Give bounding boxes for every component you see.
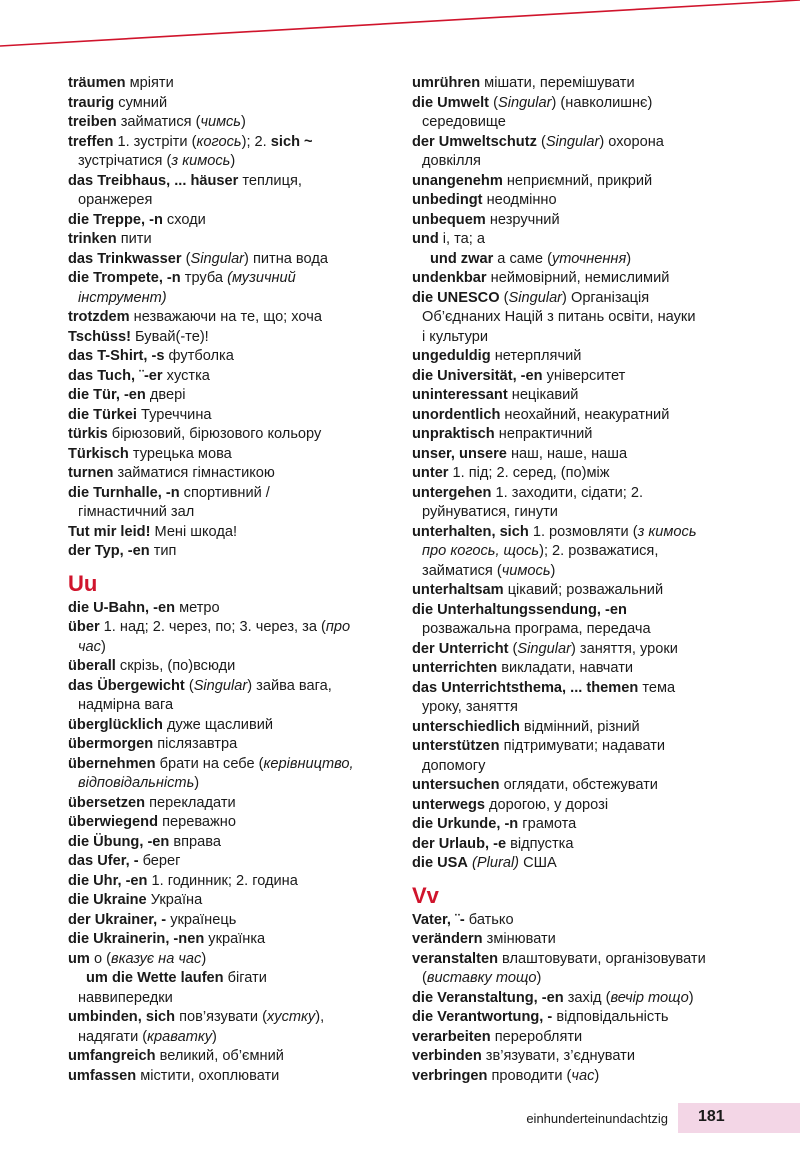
dict-entry [412, 640, 790, 660]
entry-translation: мріяти [125, 75, 174, 91]
entry-translation: брати на себе ( [155, 755, 264, 772]
dict-entry [412, 950, 790, 970]
entry-translation: викладати, навчати [497, 660, 634, 676]
entry-translation: Україна [146, 892, 203, 908]
entry-translation: неохайний, неакуратний [500, 406, 670, 423]
entry-headword: Tut mir leid! [68, 523, 151, 540]
entry-translation: оглядати, обстежувати [499, 777, 658, 793]
entry-translation: займатися гімнастикою [113, 465, 275, 481]
dict-entry [412, 94, 790, 114]
entry-headword: treiben [68, 114, 117, 130]
dict-entry-continuation: відповідальність) [78, 775, 200, 791]
entry-translation: захід ( [563, 989, 611, 1006]
entry-headword: die Urkunde, -n [412, 816, 519, 832]
entry-headword: das Treibhaus, ... häuser [68, 172, 239, 189]
entry-headword: verbringen [412, 1067, 488, 1084]
dict-entry [412, 230, 790, 250]
dict-entry [68, 599, 386, 619]
dict-entry [68, 211, 386, 231]
entry-translation: ) [688, 989, 694, 1006]
entry-headword: der Unterricht [412, 640, 509, 657]
entry-translation: пити [116, 231, 152, 247]
dict-entry [68, 872, 386, 892]
dict-entry [68, 269, 386, 289]
entry-headword: turnen [68, 465, 114, 481]
entry-headword: unterhaltsam [412, 582, 504, 598]
entry-headword: der Ukrainer, - [68, 911, 167, 928]
entry-headword: der Umweltschutz [412, 133, 537, 150]
entry-headword: umbinden, sich [68, 1009, 176, 1025]
entry-headword: verarbeiten [412, 1028, 491, 1045]
entry-translation: спортивний / [179, 484, 270, 501]
entry-translation: мішати, перемішувати [480, 75, 635, 91]
top-rule [0, 0, 800, 60]
entry-translation: скрізь, (по)всюди [115, 658, 236, 674]
entry-headword: überwiegend [68, 814, 159, 830]
entry-translation: великий, об’ємний [155, 1048, 284, 1064]
dict-entry-continuation: зустрічатися (з кимось) [78, 153, 236, 169]
entry-note: когось [196, 133, 242, 150]
dict-entry [68, 250, 386, 270]
dict-entry [412, 211, 790, 231]
entry-headword: ungeduldig [412, 348, 491, 364]
dict-entry [412, 484, 790, 504]
entry-translation: ) [240, 114, 246, 130]
entry-translation: хустка [162, 367, 210, 384]
dict-entry [68, 523, 386, 543]
entry-translation: відпустка [506, 835, 574, 852]
entry-headword: das Trinkwasser [68, 250, 182, 267]
dict-entry [68, 445, 386, 465]
entry-translation: 1. годинник; 2. година [147, 872, 298, 889]
entry-headword: treffen [68, 133, 114, 150]
dict-entry [68, 230, 386, 250]
dict-entry [68, 677, 386, 697]
section-heading-v: Vv [412, 882, 439, 908]
entry-translation: ) зайва вага, [247, 677, 332, 694]
entry-headword: unterstützen [412, 738, 500, 754]
entry-headword: umrühren [412, 75, 481, 91]
dict-entry [68, 367, 386, 387]
section-heading-u: Uu [68, 570, 98, 596]
entry-note: (Plural) [472, 855, 520, 871]
entry-translation: теплиця, [238, 172, 302, 189]
entry-translation: футболка [164, 348, 234, 364]
entry-translation: нецікавий [507, 387, 579, 403]
dict-entry [68, 950, 386, 970]
entry-translation: сумний [114, 94, 168, 111]
dict-entry [412, 133, 790, 153]
entry-headword: untergehen [412, 484, 492, 501]
dict-entry [68, 484, 386, 504]
dict-entry-continuation: Об’єднаних Націй з питань освіти, науки [422, 309, 696, 325]
entry-translation: ) питна вода [244, 250, 328, 267]
entry-headword: uninteressant [412, 387, 508, 403]
entry-headword: der Typ, -en [68, 543, 150, 559]
dict-entry-continuation: про когось, щось); 2. розважатися, [422, 543, 659, 559]
entry-headword: die Tür, -en [68, 387, 146, 403]
entry-translation: Бувай(-те)! [131, 328, 209, 345]
dict-entry [68, 794, 386, 814]
dict-entry [412, 1008, 790, 1028]
dict-entry [412, 269, 790, 289]
entry-note: вечір тощо [610, 989, 689, 1006]
dict-entry-continuation: руйнуватися, гинути [422, 504, 558, 520]
dict-entry [68, 328, 386, 348]
dict-entry [68, 308, 386, 328]
dict-entry [68, 425, 386, 445]
entry-headword: sich ~ [270, 133, 313, 150]
entry-headword: trinken [68, 231, 117, 247]
dict-entry [412, 854, 790, 874]
dict-entry-continuation: надмірна вага [78, 697, 174, 713]
entry-headword: die Turnhalle, -n [68, 484, 180, 501]
entry-translation: Туреччина [136, 406, 212, 423]
entry-headword: die Ukrainerin, -nen [68, 931, 205, 947]
entry-translation: непрактичний [494, 426, 593, 442]
entry-headword: die Unterhaltungssendung, -en [412, 601, 627, 618]
dict-entry-continuation: гімнастичний зал [78, 504, 195, 520]
dict-entry [412, 289, 790, 309]
entry-translation: 1. над; 2. через, по; 3. через, за ( [99, 619, 326, 635]
dict-entry-continuation: (виставку тощо) [422, 970, 542, 986]
dict-entry [412, 989, 790, 1009]
dict-entry [68, 618, 386, 638]
entry-translation: відповідальність [552, 1009, 669, 1025]
entry-headword: unbedingt [412, 192, 483, 208]
dict-entry [68, 347, 386, 367]
entry-note: Singular [545, 133, 600, 150]
dict-entry [412, 776, 790, 796]
entry-translation: батько [464, 911, 514, 928]
entry-headword: die Universität, -en [412, 367, 543, 384]
entry-headword: unpraktisch [412, 426, 495, 442]
entry-headword: unordentlich [412, 406, 501, 423]
entry-headword: der Urlaub, -e [412, 835, 507, 852]
entry-headword: unangenehm [412, 172, 503, 189]
entry-translation: підтримувати; надавати [499, 738, 666, 754]
entry-headword: über [68, 619, 100, 635]
entry-headword: unterrichten [412, 660, 498, 676]
entry-translation: і, та; а [438, 231, 486, 247]
entry-headword: die Umwelt [412, 94, 490, 111]
dict-entry-continuation: допомогу [422, 757, 486, 774]
entry-translation: грамота [518, 816, 577, 832]
entry-headword: die U-Bahn, -en [68, 599, 176, 616]
entry-translation: ( [536, 133, 546, 150]
entry-headword: die Türkei [68, 406, 137, 423]
entry-translation: ) (навколишнє) [551, 94, 653, 111]
entry-note: про [325, 619, 351, 635]
dict-entry [68, 813, 386, 833]
entry-headword: das T-Shirt, -s [68, 348, 165, 364]
page-footer [0, 1103, 800, 1133]
entry-note: чимсь [200, 114, 241, 130]
entry-translation: перекладати [145, 794, 236, 811]
entry-translation: переробляти [490, 1028, 583, 1045]
dict-entry [412, 74, 790, 94]
entry-note: керівництво, [263, 755, 354, 772]
entry-headword: verändern [412, 931, 483, 947]
entry-headword: trotzdem [68, 309, 130, 325]
dict-entry [68, 133, 386, 153]
dict-entry-continuation: розважальна програма, передача [422, 621, 651, 637]
dict-entry [68, 930, 386, 950]
dict-entry-continuation: уроку, заняття [422, 699, 518, 715]
entry-translation: післязавтра [153, 736, 238, 752]
dict-entry [412, 1047, 790, 1067]
dict-entry-continuation: і культури [422, 328, 489, 345]
entry-translation: неймовірний, немислимий [486, 270, 670, 286]
entry-note: вказує на час [110, 950, 202, 967]
entry-translation: ( [508, 640, 518, 657]
dict-entry [412, 796, 790, 816]
entry-headword: undenkbar [412, 270, 487, 286]
dict-entry [68, 735, 386, 755]
entry-translation: 1. зустріти ( [113, 133, 197, 150]
entry-translation: 1. під; 2. серед, (по)між [448, 465, 610, 481]
entry-headword: Vater, ¨- [412, 911, 465, 928]
entry-translation: тема [638, 679, 676, 696]
entry-headword: veranstalten [412, 950, 498, 967]
entry-translation: турецька мова [128, 445, 232, 462]
entry-headword: überall [68, 658, 116, 674]
entry-translation: ( [489, 94, 498, 111]
right-column [412, 74, 790, 1086]
dict-entry-continuation: надягати (краватку) [78, 1028, 217, 1045]
entry-translation: 1. заходити, сідати; 2. [491, 484, 644, 501]
entry-headword: übersetzen [68, 794, 146, 811]
entry-headword: die USA [412, 855, 468, 871]
entry-translation: дуже щасливий [162, 716, 273, 733]
entry-translation: неодмінно [482, 192, 557, 208]
entry-note: час [571, 1067, 595, 1084]
entry-translation: займатися ( [116, 114, 201, 130]
entry-translation: ) Організація [562, 289, 650, 306]
entry-note: з кимось [637, 523, 697, 540]
entry-note: Singular [497, 94, 552, 111]
entry-translation: неприємний, прикрий [502, 172, 653, 189]
entry-translation: берег [138, 853, 181, 869]
entry-translation: бірюзовий, бірюзового кольору [107, 426, 322, 442]
dict-entry [412, 737, 790, 757]
entry-headword: unterwegs [412, 796, 485, 813]
entry-translation: незважаючи на те, що; хоча [129, 309, 322, 325]
entry-headword: die Uhr, -en [68, 872, 148, 889]
entry-translation: ); 2. [241, 133, 271, 150]
entry-translation: дорогою, у дорозі [484, 796, 609, 813]
entry-headword: träumen [68, 75, 126, 91]
dict-entry [412, 659, 790, 679]
entry-headword: unter [412, 465, 449, 481]
entry-headword: türkis [68, 426, 108, 442]
entry-translation: наш, наше, наша [506, 445, 628, 462]
dict-entry [68, 464, 386, 484]
dict-entry [412, 1067, 790, 1087]
dict-entry [68, 657, 386, 677]
entry-headword: die Verantwortung, - [412, 1009, 553, 1025]
entry-headword: um [68, 950, 90, 967]
dict-entry [412, 601, 790, 621]
dict-entry [412, 445, 790, 465]
dict-entry [68, 852, 386, 872]
entry-headword: Tschüss! [68, 328, 131, 345]
dict-entry [412, 406, 790, 426]
entry-translation: пов’язувати ( [175, 1009, 267, 1025]
entry-translation: цікавий; розважальний [503, 582, 664, 598]
entry-translation: вправа [169, 833, 221, 850]
dict-entry [68, 911, 386, 931]
entry-translation: проводити ( [487, 1067, 572, 1084]
entry-headword: umfangreich [68, 1048, 156, 1064]
entry-translation: українець [166, 911, 237, 928]
dict-subentry: und zwar а саме (уточнення) [430, 250, 632, 267]
dict-entry-continuation: займатися (чимось) [422, 562, 556, 579]
entry-headword: das Tuch, ¨-er [68, 367, 163, 384]
entry-translation: ) заняття, уроки [570, 640, 678, 657]
entry-translation: 1. розмовляти ( [528, 523, 638, 540]
entry-note: Singular [190, 250, 245, 267]
entry-translation: труба [180, 270, 228, 286]
entry-translation: ) [594, 1067, 600, 1084]
entry-translation: змінювати [482, 931, 556, 947]
dict-entry [68, 542, 386, 562]
dict-entry [412, 347, 790, 367]
dict-entry-continuation: наввипередки [78, 989, 173, 1006]
dict-entry [412, 911, 790, 931]
entry-translation: Мені шкода! [150, 523, 238, 540]
entry-translation: тип [149, 543, 177, 559]
entry-note: Singular [193, 677, 248, 694]
entry-headword: die Ukraine [68, 892, 147, 908]
dict-entry [412, 835, 790, 855]
dict-entry [412, 815, 790, 835]
dict-entry [412, 386, 790, 406]
entry-headword: die Veranstaltung, -en [412, 989, 564, 1006]
entry-headword: die UNESCO [412, 289, 500, 306]
page-number-box [678, 1103, 800, 1133]
entry-note: Singular [508, 289, 563, 306]
left-column [68, 74, 386, 1086]
entry-headword: die Trompete, -n [68, 270, 181, 286]
entry-headword: umfassen [68, 1067, 137, 1084]
dict-entry [68, 172, 386, 192]
dict-entry [412, 172, 790, 192]
page-number: 181 [698, 1108, 725, 1125]
dict-entry [68, 891, 386, 911]
entry-note: хустку [266, 1009, 316, 1025]
dict-entry [412, 523, 790, 543]
dict-entry-continuation: середовище [422, 114, 506, 130]
entry-headword: unser, unsere [412, 445, 507, 462]
entry-translation: ( [184, 677, 194, 694]
entry-translation: сходи [162, 211, 206, 228]
dict-entry [68, 386, 386, 406]
entry-headword: unterhalten, sich [412, 523, 529, 540]
entry-translation: ) охорона [599, 133, 664, 150]
entry-translation: США [519, 855, 557, 871]
entry-headword: das Ufer, - [68, 853, 139, 869]
dict-entry [68, 833, 386, 853]
dict-entry [412, 718, 790, 738]
entry-note: (музичний [227, 270, 296, 286]
dict-entry-continuation: інструмент) [78, 289, 167, 306]
dict-entry [68, 94, 386, 114]
entry-translation: ), [315, 1009, 325, 1025]
entry-translation: переважно [158, 814, 236, 830]
dict-entry-continuation: час) [78, 638, 106, 655]
dict-entry [412, 367, 790, 387]
dict-entry [68, 755, 386, 775]
entry-headword: die Treppe, -n [68, 211, 163, 228]
dict-entry [68, 716, 386, 736]
entry-translation: українка [204, 931, 266, 947]
dict-entry [68, 1067, 386, 1087]
entry-headword: verbinden [412, 1048, 482, 1064]
entry-headword: das Unterrichtsthema, ... themen [412, 679, 639, 696]
entry-translation: зв’язувати, з’єднувати [481, 1048, 636, 1064]
entry-translation: двері [145, 387, 186, 403]
dict-entry [412, 930, 790, 950]
entry-translation: відмінний, різний [519, 718, 640, 735]
entry-translation: о ( [89, 950, 111, 967]
entry-translation: ) [201, 950, 207, 967]
dict-entry-continuation: оранжерея [78, 192, 153, 208]
dict-subentry: um die Wette laufen бігати [86, 970, 267, 986]
page-number-words: einhunderteinundachtzig [526, 1111, 668, 1126]
entry-translation: незручний [485, 211, 560, 228]
dict-entry [412, 679, 790, 699]
dict-entry [412, 464, 790, 484]
entry-translation: ( [181, 250, 191, 267]
entry-headword: übernehmen [68, 755, 156, 772]
dict-entry [68, 1047, 386, 1067]
dict-entry [412, 425, 790, 445]
entry-translation: метро [175, 599, 220, 616]
entry-note: Singular [517, 640, 571, 657]
dict-entry [68, 74, 386, 94]
dict-entry [68, 406, 386, 426]
entry-headword: untersuchen [412, 777, 500, 793]
entry-translation: університет [542, 367, 626, 384]
dict-entry [68, 113, 386, 133]
dict-entry [68, 1008, 386, 1028]
entry-translation: ( [499, 289, 509, 306]
entry-translation: влаштовувати, організовувати [497, 950, 706, 967]
entry-headword: unbequem [412, 211, 486, 228]
entry-headword: Türkisch [68, 445, 129, 462]
dict-entry [412, 1028, 790, 1048]
entry-headword: überglücklich [68, 716, 163, 733]
dict-entry [412, 581, 790, 601]
entry-headword: traurig [68, 94, 115, 111]
dict-entry-continuation: довкілля [422, 153, 481, 169]
entry-headword: unterschiedlich [412, 718, 520, 735]
entry-headword: die Übung, -en [68, 833, 170, 850]
entry-translation: нетерплячий [490, 348, 582, 364]
entry-translation: містити, охоплювати [136, 1067, 280, 1084]
entry-headword: und [412, 231, 439, 247]
dict-entry [412, 191, 790, 211]
entry-headword: das Übergewicht [68, 677, 185, 694]
entry-headword: übermorgen [68, 736, 154, 752]
